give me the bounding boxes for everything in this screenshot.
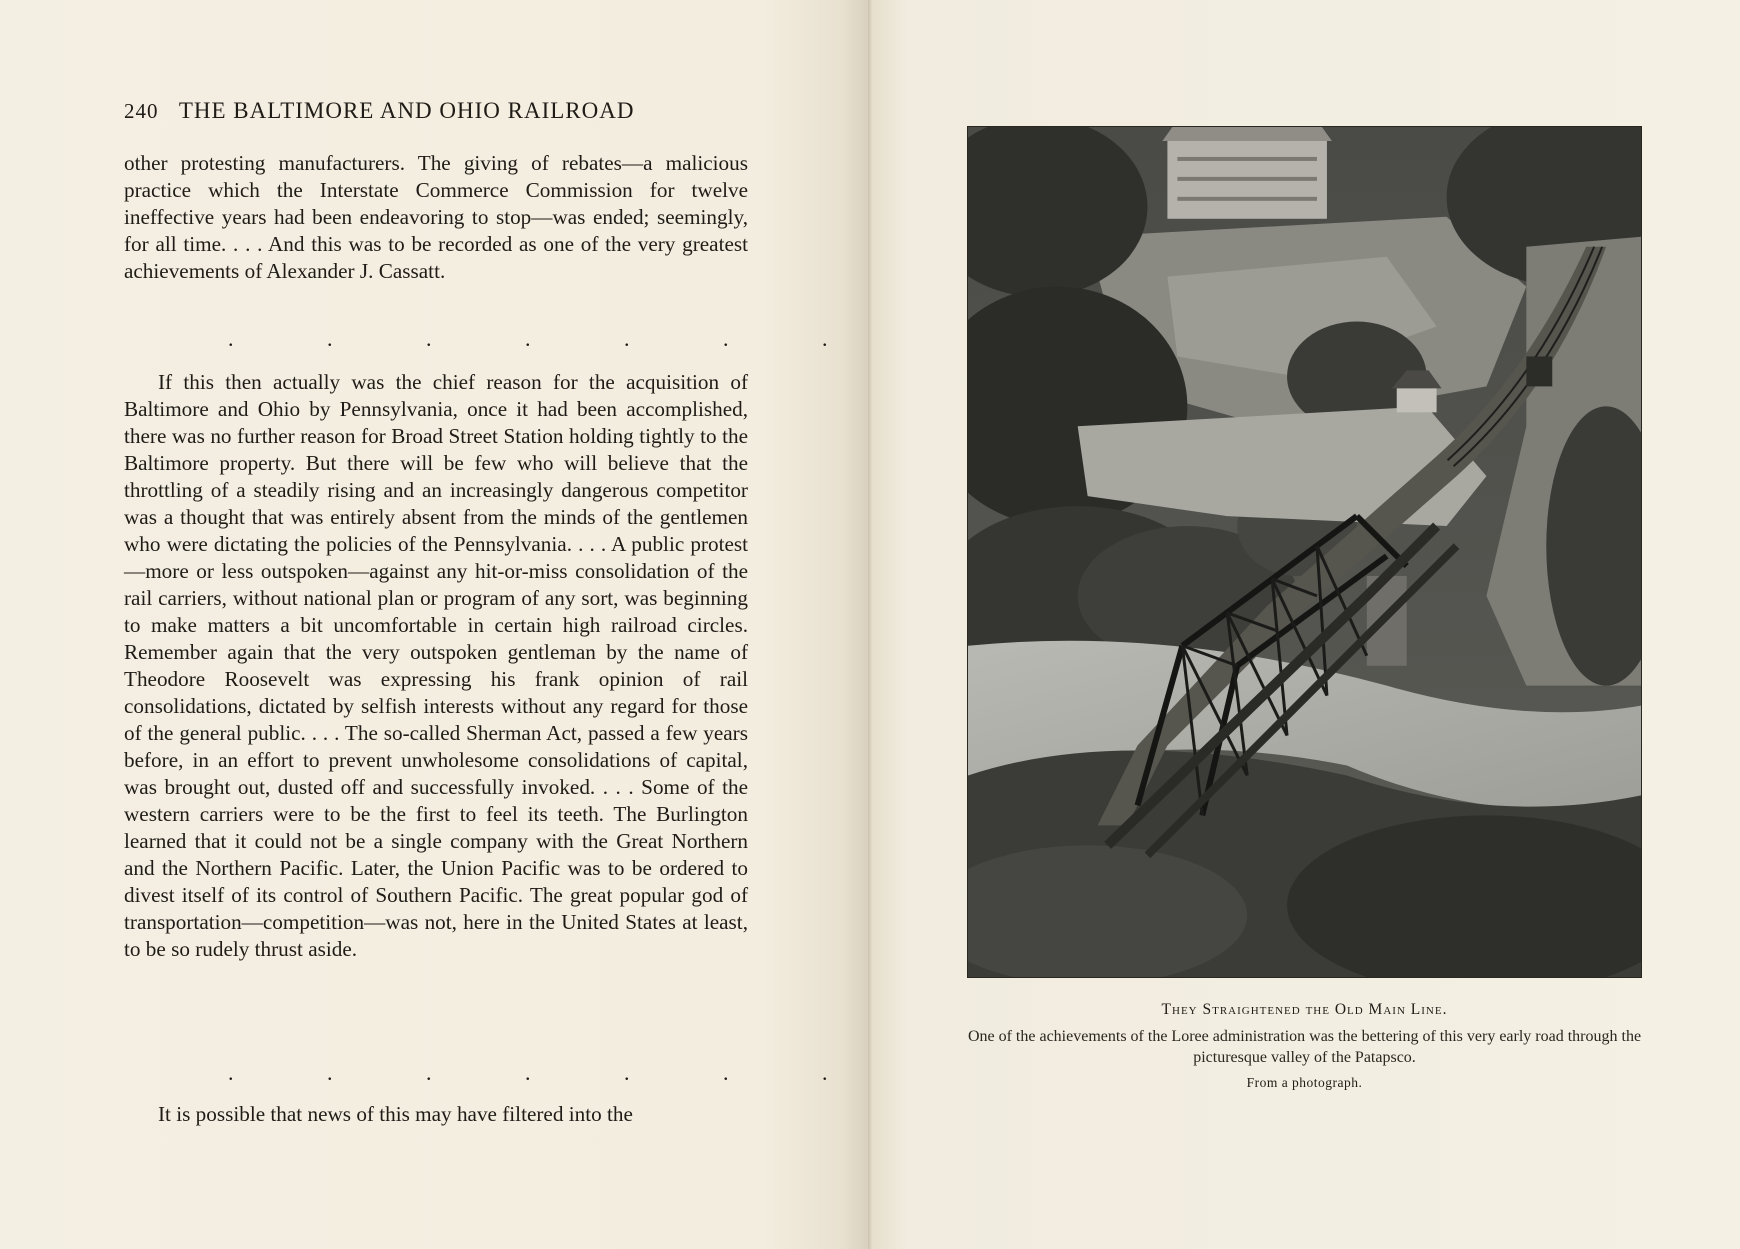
running-head <box>124 98 764 124</box>
paragraph-2-text: If this then actually was the chief reason for the acquisition of Baltimore and Ohio by Pennsylvania, once it had been accomplished, there was no further reason for Broad Street Station holding tightly to the Baltimore property. But there will be few who will believe that the throttling of a steadily rising and an increasingly dangerous competitor was a thought that was entirely absent from the minds of the gentlemen who were dictating the policies of the Pennsylvania. . . . A public protest—more or less outspoken—against any hit-or-miss consolidation of the rail carriers, without national plan or program of any sort, was beginning to make matters a bit uncomfortable in certain high railroad circles. Remember again that the very outspoken gentleman by the name of Theodore Roosevelt was expressing his frank opinion of rail consolidations, dictated by selfish interests without any regard for those of the general public. . . . The so-called Sherman Act, passed a few years before, in an effort to prevent unwholesome consolidations of capital, was brought out, dusted off and successfully invoked. . . . Some of the western carriers were to be the first to feel its teeth. The Burlington learned that it could not be a single company with the Great Northern and the Northern Pacific. Later, the Union Pacific was to be ordered to divest itself of its control of Southern Pacific. The great popular god of transportation—competition—was not, here in the United States at least, to be so rudely thrust aside. <box>124 370 748 961</box>
right-page <box>872 0 1740 1249</box>
paragraph-3-text: It is possible that news of this may have filtered into the <box>158 1102 633 1126</box>
section-separator-1 <box>124 326 872 352</box>
bridge-photograph <box>967 126 1642 978</box>
paragraph-2 <box>124 369 748 963</box>
separator-2-text: . . . . . . . <box>228 1060 872 1085</box>
bridge-photo-illustration <box>968 127 1641 977</box>
section-separator-2 <box>124 1060 872 1086</box>
paragraph-3 <box>124 1101 748 1128</box>
caption-title: They Straightened the Old Main Line. <box>1161 1001 1448 1018</box>
caption-body: One of the achievements of the Loree administration was the bettering of this very early road through the picturesque valley of the Patapsco. <box>967 1028 1642 1066</box>
page-number: 240 <box>124 99 159 123</box>
book-title: THE BALTIMORE AND OHIO RAILROAD <box>178 98 635 123</box>
paragraph-1 <box>124 150 748 285</box>
paragraph-1-text: other protesting manufacturers. The giving of rebates—a malicious practice which the Interstate Commerce Commission for twelve ineffective years had been endeavoring to stop—was ended; seemingly, for all time. . . . And this was to be recorded as one of the very greatest achievements of Alexander J. Cassatt. <box>124 151 748 283</box>
caption-source: From a photograph. <box>1246 1075 1363 1090</box>
separator-1-text: . . . . . . . <box>228 326 872 351</box>
